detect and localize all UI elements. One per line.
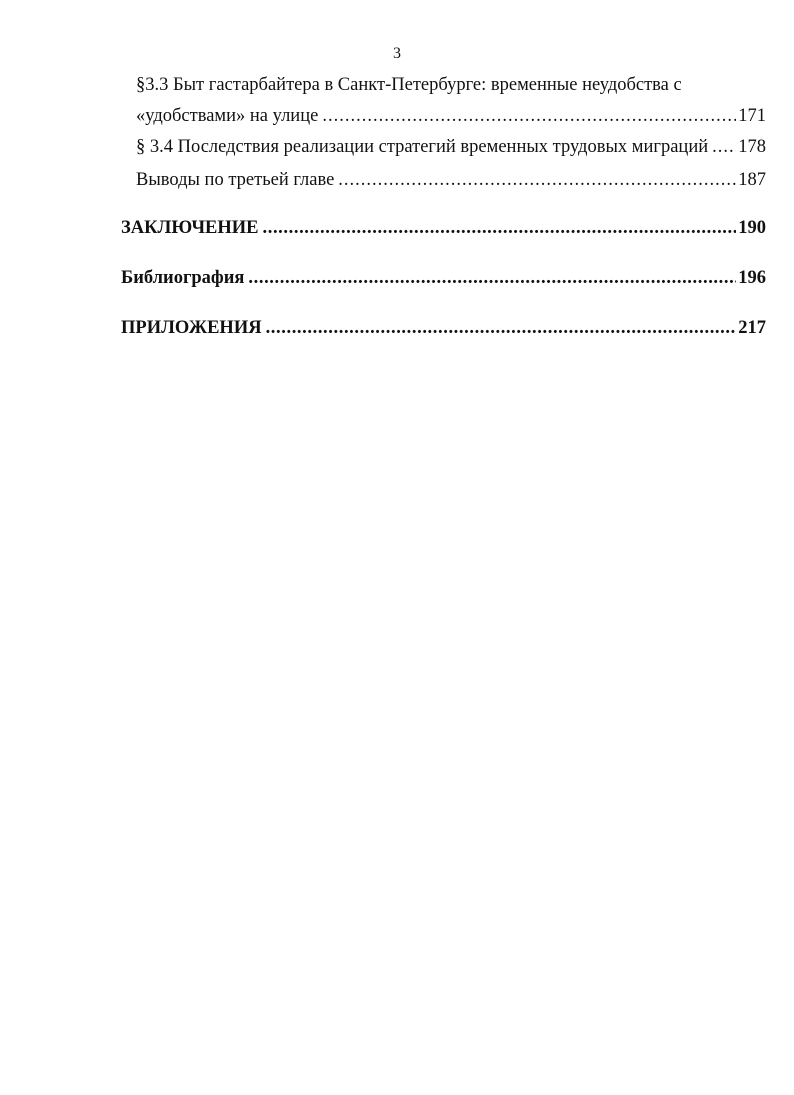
dot-leader [263,216,737,240]
toc-entry-title: Библиография [121,268,245,288]
dot-leader [338,168,736,192]
dot-leader [266,316,737,340]
toc-entry-appendices[interactable] [121,316,766,340]
toc-page-number: 190 [738,218,766,238]
toc-entry-title: «удобствами» на улице [136,106,319,126]
toc-entry-3-3-line1: §3.3 Быт гастарбайтера в Санкт-Петербурге: временные неудобства с [136,75,682,95]
toc-page-number: 178 [738,137,766,157]
toc-entry-title: § 3.4 Последствия реализации стратегий временных трудовых миграций [136,137,709,157]
toc-entry-conclusion[interactable] [121,216,766,240]
dot-leader [322,104,736,128]
dot-leader [248,266,736,290]
toc-entry-conclusions-ch3[interactable] [136,168,766,192]
toc-entry-title: ПРИЛОЖЕНИЯ [121,318,262,338]
dot-leader [712,135,736,159]
toc-page-number: 187 [738,170,766,190]
toc-page-number: 217 [738,318,766,338]
toc-entry-title: Выводы по третьей главе [136,170,335,190]
toc-entry-3-4[interactable] [136,135,766,159]
toc-entry-3-3[interactable] [136,104,766,128]
page-number: 3 [393,45,401,62]
toc-page-number: 196 [738,268,766,288]
toc-page-number: 171 [738,106,766,126]
toc-entry-bibliography[interactable] [121,266,766,290]
toc-entry-title: ЗАКЛЮЧЕНИЕ [121,218,259,238]
